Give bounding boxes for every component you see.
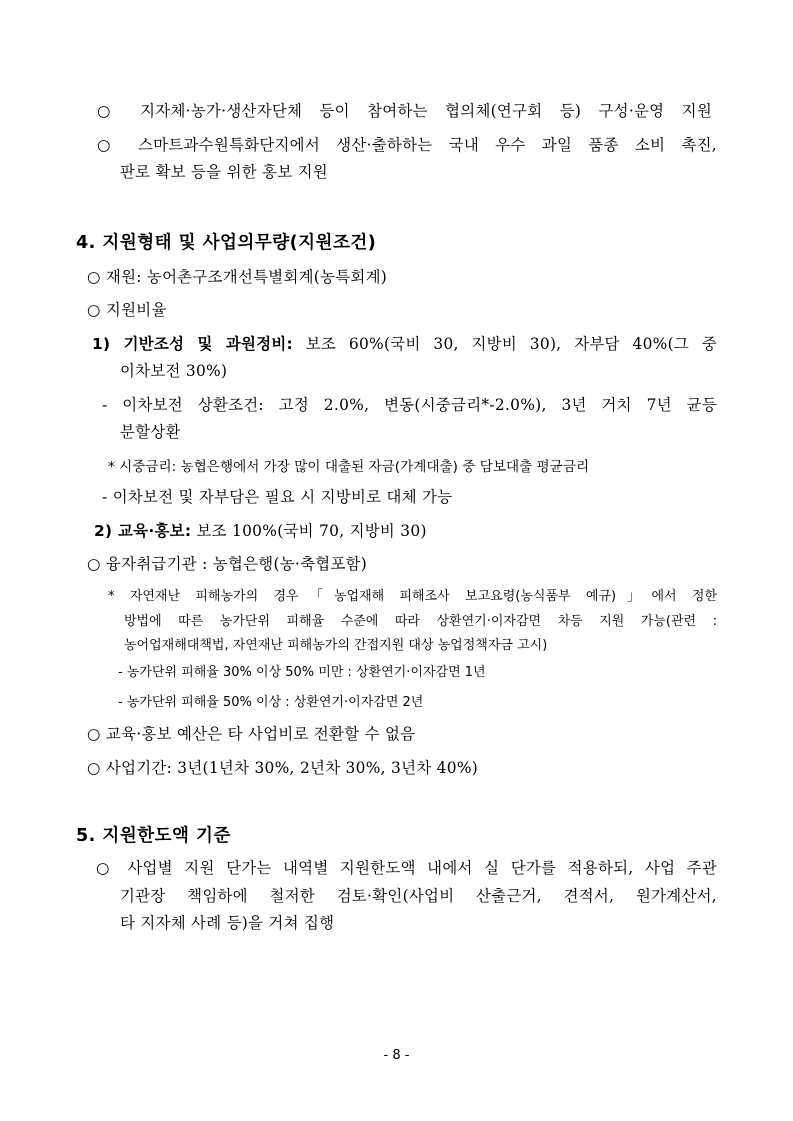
disaster-note-line1: * 자연재난 피해농가의 경우「농업재해 피해조사 보고요령(농식품부 예규)」에서 정한 <box>108 589 717 604</box>
market-rate-note: * 시중금리: 농협은행에서 가장 많이 대출된 자금(가계대출) 중 담보대출 평균금리 <box>108 459 590 475</box>
support-limit-line3: 타 지자체 사례 등)을 거쳐 집행 <box>120 914 335 932</box>
bullet-council-support: ○ 지자체·농가·생산자단체 등이 참여하는 협의체(연구회 등) 구성·운영 지원 <box>97 102 712 120</box>
item-education-text: 보조 100%(국비 70, 지방비 30) <box>191 522 427 540</box>
item-infrastructure <box>92 332 717 354</box>
education-budget-note: ○ 교육·홍보 예산은 타 사업비로 전환할 수 없음 <box>87 725 416 743</box>
page-number: - 8 - <box>383 1048 410 1063</box>
disaster-note-line3: 농어업재해대책법, 자연재난 피해농가의 간접지원 대상 농업정책자금 고시) <box>124 638 548 653</box>
local-substitute: - 이차보전 및 자부담은 필요 시 지방비로 대체 가능 <box>102 488 453 506</box>
support-limit-line1: ○ 사업별 지원 단가는 내역별 지원한도액 내에서 실 단가를 적용하되, 사업 주관 <box>96 859 717 877</box>
item-education <box>94 519 427 541</box>
support-limit-line2: 기관장 책임하에 철저한 검토·확인(사업비 산출근거, 견적서, 원가계산서, <box>120 887 717 905</box>
project-period: ○ 사업기간: 3년(1년차 30%, 2년차 30%, 3년차 40%) <box>87 759 479 777</box>
repayment-terms-line2: 분할상환 <box>120 423 181 441</box>
support-ratio-title: ○ 지원비율 <box>87 301 167 319</box>
fund-source: ○ 재원: 농어촌구조개선특별회계(농특회계) <box>87 268 388 286</box>
bullet-promotion-line1: ○ 스마트과수원특화단지에서 생산·출하하는 국내 우수 과일 품종 소비 촉진, <box>97 136 717 154</box>
disaster-note-line2: 방법에 따른 농가단위 피해율 수준에 따라 상환연기·이자감면 차등 지원 가능(관련 : <box>124 614 717 629</box>
item-infrastructure-label: 1) 기반조성 및 과원정비: <box>92 335 293 353</box>
item-education-label: 2) 교육·홍보: <box>94 522 192 540</box>
item-infrastructure-cont: 이차보전 30%) <box>120 362 228 380</box>
lending-institution: ○ 융자취급기관 : 농협은행(농·축협포함) <box>87 555 368 573</box>
section-5-heading: 5. 지원한도액 기준 <box>76 826 231 846</box>
bullet-promotion-line2: 판로 확보 등을 위한 홍보 지원 <box>120 163 328 181</box>
repayment-terms-line1: - 이차보전 상환조건: 고정 2.0%, 변동(시중금리*-2.0%), 3년 거치 7년 균등 <box>102 396 717 414</box>
damage-rate-tier-1: - 농가단위 피해율 30% 이상 50% 미만 : 상환연기·이자감면 1년 <box>118 665 486 680</box>
item-infrastructure-text: 보조 60%(국비 30, 지방비 30), 자부담 40%(그 중 <box>293 335 717 353</box>
damage-rate-tier-2: - 농가단위 피해율 50% 이상 : 상환연기·이자감면 2년 <box>118 695 424 710</box>
section-4-heading: 4. 지원형태 및 사업의무량(지원조건) <box>76 233 377 253</box>
